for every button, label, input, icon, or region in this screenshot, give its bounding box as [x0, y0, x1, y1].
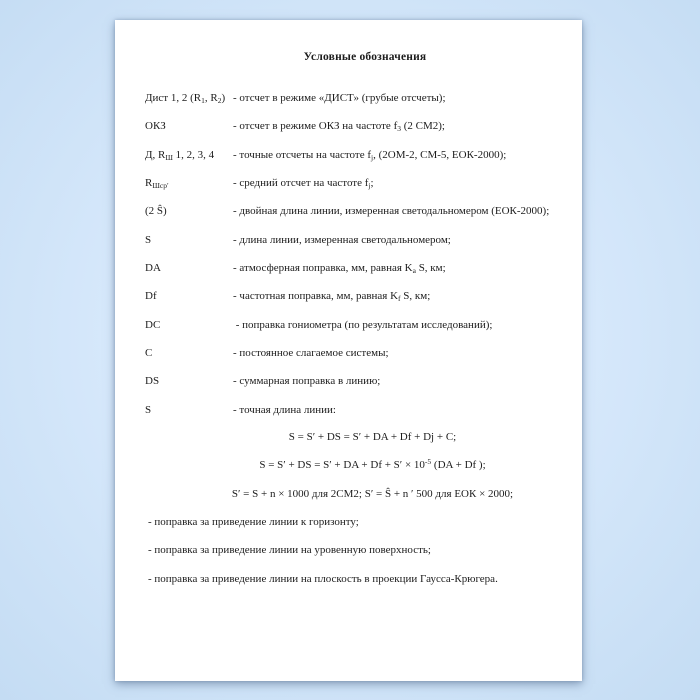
formula-line: S = S′ + DS = S′ + DA + $Df + S' \times 10^{-5}$ (DA + Df );	[259, 457, 486, 472]
note-line: - поправка за приведение линии на плоскость в проекции Гаусса-Крюгера.	[148, 572, 498, 585]
definition-row	[145, 205, 560, 233]
definition-row	[145, 149, 560, 177]
symbol-term: Дист 1, 2 ($R_1$, $R_2$)	[145, 92, 226, 105]
definition-row	[145, 347, 560, 375]
definition-row	[145, 319, 560, 347]
definition-row	[145, 177, 560, 205]
document-page	[115, 20, 582, 681]
definition-row	[145, 262, 560, 290]
definition-row	[145, 290, 560, 318]
symbol-description: - длина линии, измеренная светодальномером;	[233, 233, 451, 246]
definition-row	[145, 120, 560, 148]
symbol-term: DA	[145, 262, 161, 275]
symbol-description: - суммарная поправка в линию;	[233, 375, 381, 388]
symbol-term: S	[145, 403, 152, 416]
symbol-term: (2 Ŝ)	[145, 205, 167, 218]
note-line: - поправка за приведение линии к горизонту;	[148, 516, 359, 528]
formulas-block	[145, 431, 560, 516]
symbol-description: - поправка гониометра (по результатам исследований);	[233, 318, 493, 331]
symbol-term: Df	[145, 290, 157, 303]
symbol-term: DS	[145, 375, 160, 388]
symbol-description: - отсчет в режиме «ДИСТ» (грубые отсчеты);	[233, 92, 446, 104]
document-title: Условные обозначения	[303, 51, 427, 63]
symbol-description: - двойная длина линии, измеренная светодальномером (ЕОК-2000);	[233, 205, 550, 218]
symbol-term: Д, $R_Ш$ 1, 2, 3, 4	[145, 148, 215, 162]
symbol-description: - отсчет в режиме ОКЗ на частоте $f_3$ (2 СМ2);	[233, 120, 445, 134]
document-content	[145, 20, 560, 681]
symbol-description: - частотная поправка, мм, равная $K_f$ S, км;	[233, 290, 431, 304]
definition-row	[145, 92, 560, 120]
definitions-list	[145, 92, 560, 432]
notes-block	[148, 516, 560, 601]
symbol-description: - точные отсчеты на частоте $f_j$, (2ОМ-2, СМ-5, ЕОК-2000);	[233, 148, 507, 162]
formula-line: S′ = S + n × 1000 для 2СМ2; S′ = Ŝ + n ′ 500 для ЕОК × 2000;	[231, 487, 514, 500]
symbol-term: S	[145, 233, 152, 246]
note-line: - поправка за приведение линии на уровенную поверхность;	[148, 544, 431, 557]
symbol-description: - постоянное слагаемое системы;	[233, 347, 389, 360]
symbol-term: $R_{Шср'}$	[145, 177, 169, 191]
formula-line: S = S′ + DS = S′ + DA + Df + Dj + C;	[288, 431, 457, 443]
definition-row	[145, 375, 560, 403]
symbol-term: DC	[145, 318, 161, 331]
symbol-term: ОКЗ	[145, 120, 166, 133]
symbol-description: - атмосферная поправка, мм, равная $K_а$ S, км;	[233, 262, 446, 276]
symbol-description: - средний отсчет на частоте $f_j$;	[233, 177, 374, 191]
symbol-description: - точная длина линии:	[233, 403, 336, 416]
definition-row	[145, 234, 560, 262]
symbol-term: C	[145, 347, 153, 360]
definition-row	[145, 404, 560, 432]
